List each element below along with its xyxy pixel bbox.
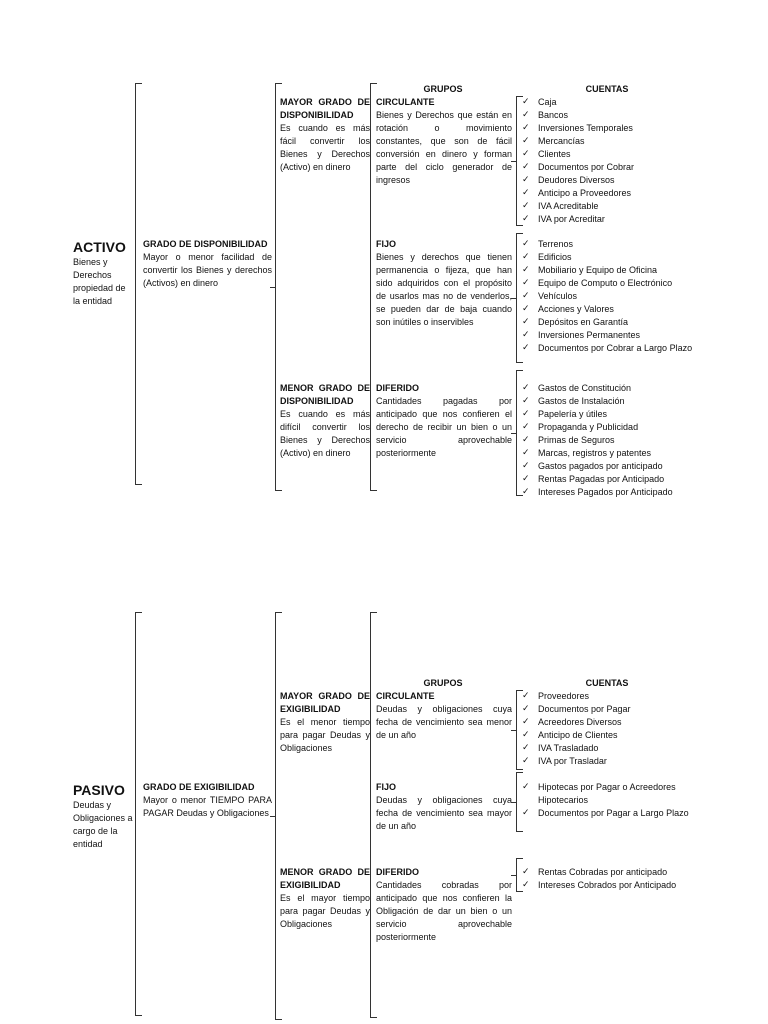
- pasivo-circulante-title: CIRCULANTE: [376, 691, 435, 701]
- cuenta-item: ✓ Gastos pagados por anticipado: [522, 460, 697, 473]
- cuenta-item: ✓ Primas de Seguros: [522, 434, 697, 447]
- activo-menor-title: MENOR GRADO DE DISPONIBILIDAD: [280, 383, 370, 406]
- activo-grado-text: Mayor o menor facilidad de convertir los Bienes y derechos (Activos) en dinero: [143, 252, 272, 288]
- cuenta-item: ✓ Acciones y Valores: [522, 303, 697, 316]
- cuenta-item: ✓ Marcas, registros y patentes: [522, 447, 697, 460]
- cuenta-item: ✓ Edificios: [522, 251, 697, 264]
- cuenta-item: ✓ Acreedores Diversos: [522, 716, 697, 729]
- pasivo-fijo-cuentas: [522, 781, 707, 820]
- pasivo-heading: [73, 781, 135, 851]
- pasivo-subtitle: Deudas y Obligaciones a cargo de la entidad: [73, 800, 133, 849]
- activo-grado: [143, 238, 272, 290]
- cuenta-item: ✓ IVA por Trasladar: [522, 755, 697, 768]
- cuenta-item: ✓ Clientes: [522, 148, 697, 161]
- activo-header-grupos: GRUPOS: [423, 84, 463, 94]
- pasivo-fijo-text: Deudas y obligaciones cuya fecha de vencimiento sea mayor de un año: [376, 795, 512, 831]
- cuenta-item: ✓ Intereses Cobrados por Anticipado: [522, 879, 707, 892]
- pasivo-grado-text: Mayor o menor TIEMPO PARA PAGAR Deudas y Obligaciones: [143, 795, 272, 818]
- pasivo-mayor: [280, 690, 370, 755]
- cuenta-item: ✓ Rentas Cobradas por anticipado: [522, 866, 707, 879]
- activo-fijo-title: FIJO: [376, 239, 397, 249]
- pasivo-menor-text: Es el mayor tiempo para pagar Deudas y Obligaciones: [280, 893, 370, 929]
- pasivo-brace-grado: [275, 612, 282, 1020]
- cuenta-item: ✓ Inversiones Permanentes: [522, 329, 697, 342]
- cuenta-item: ✓ Proveedores: [522, 690, 697, 703]
- activo-diferido-title: DIFERIDO: [376, 383, 420, 393]
- activo-diferido-text: Cantidades pagadas por anticipado que nos confieren el derecho de recibir un bien o un servicio aprovechable posteriormente: [376, 396, 512, 458]
- cuenta-item: ✓ Mercancías: [522, 135, 697, 148]
- pasivo-grado: [143, 781, 272, 820]
- activo-header-cuentas: CUENTAS: [585, 84, 629, 94]
- activo-heading: [73, 238, 135, 308]
- activo-diferido-cuentas: [522, 382, 697, 499]
- cuenta-item: ✓ Documentos por Cobrar a Largo Plazo: [522, 342, 697, 355]
- cuenta-item: ✓ Gastos de Instalación: [522, 395, 697, 408]
- cuenta-item: ✓ Anticipo a Proveedores: [522, 187, 697, 200]
- pasivo-circulante-text: Deudas y obligaciones cuya fecha de vencimiento sea menor de un año: [376, 704, 512, 740]
- activo-circulante-cuentas: [522, 96, 697, 226]
- cuenta-item: ✓ Propaganda y Publicidad: [522, 421, 697, 434]
- pasivo-brace-main: [135, 612, 142, 1016]
- activo-mayor: [280, 96, 370, 174]
- cuenta-item: ✓ Vehículos: [522, 290, 697, 303]
- pasivo-menor: [280, 866, 370, 931]
- cuenta-item: ✓ Gastos de Constitución: [522, 382, 697, 395]
- pasivo-grado-title: GRADO DE EXIGIBILIDAD: [143, 782, 255, 792]
- pasivo-mayor-title: MAYOR GRADO DE EXIGIBILIDAD: [280, 691, 370, 714]
- activo-circulante-title: CIRCULANTE: [376, 97, 435, 107]
- cuenta-item: ✓ Documentos por Pagar: [522, 703, 697, 716]
- cuenta-item: ✓ Hipotecas por Pagar o Acreedores Hipotecarios: [522, 781, 707, 807]
- cuenta-item: ✓ Depósitos en Garantía: [522, 316, 697, 329]
- pasivo-diferido: [376, 866, 512, 944]
- activo-circulante: [376, 96, 512, 187]
- cuenta-item: ✓ Anticipo de Clientes: [522, 729, 697, 742]
- cuenta-item: ✓ IVA Acreditable: [522, 200, 697, 213]
- pasivo-mayor-text: Es el menor tiempo para pagar Deudas y Obligaciones: [280, 717, 370, 753]
- cuenta-item: ✓ Mobiliario y Equipo de Oficina: [522, 264, 697, 277]
- pasivo-fijo-title: FIJO: [376, 782, 397, 792]
- activo-diferido: [376, 382, 512, 460]
- cuenta-item: ✓ Caja: [522, 96, 697, 109]
- activo-fijo-text: Bienes y derechos que tienen permanencia o fijeza, que han sido adquiridos con el propósito de usarlos mas no de venderlos, se pueden dar de baja cuando son inútiles o inservibles: [376, 252, 512, 327]
- activo-title: ACTIVO: [73, 239, 126, 255]
- pasivo-diferido-text: Cantidades cobradas por anticipado que nos confieren la Obligación de dar un bien o un servicio aprovechable posteriormente: [376, 880, 512, 942]
- pasivo-header-cuentas: CUENTAS: [585, 678, 629, 688]
- cuenta-item: ✓ Equipo de Computo o Electrónico: [522, 277, 697, 290]
- cuenta-item: ✓ IVA por Acreditar: [522, 213, 697, 226]
- activo-mayor-title: MAYOR GRADO DE DISPONIBILIDAD: [280, 97, 370, 120]
- pasivo-menor-title: MENOR GRADO DE EXIGIBILIDAD: [280, 867, 370, 890]
- cuenta-item: ✓ Intereses Pagados por Anticipado: [522, 486, 697, 499]
- cuenta-item: ✓ Documentos por Cobrar: [522, 161, 697, 174]
- activo-brace-main: [135, 83, 142, 485]
- pasivo-title: PASIVO: [73, 782, 125, 798]
- pasivo-circulante: [376, 690, 512, 742]
- pasivo-diferido-cuentas: [522, 866, 707, 892]
- cuenta-item: ✓ Deudores Diversos: [522, 174, 697, 187]
- pasivo-diferido-title: DIFERIDO: [376, 867, 420, 877]
- cuenta-item: ✓ Documentos por Pagar a Largo Plazo: [522, 807, 707, 820]
- activo-fijo-cuentas: [522, 238, 697, 355]
- pasivo-circulante-cuentas: [522, 690, 697, 768]
- activo-circulante-text: Bienes y Derechos que están en rotación o movimiento constantes, que son de fácil conversión en dinero y forman parte del ciclo generador de ingresos: [376, 110, 512, 185]
- pasivo-header-grupos: GRUPOS: [423, 678, 463, 688]
- activo-menor-text: Es cuando es más difícil convertir los Bienes y Derechos (Activo) en dinero: [280, 409, 370, 458]
- activo-mayor-text: Es cuando es más fácil convertir los Bienes y Derechos (Activo) en dinero: [280, 123, 370, 172]
- activo-subtitle: Bienes y Derechos propiedad de la entidad: [73, 257, 126, 306]
- pasivo-fijo: [376, 781, 512, 833]
- cuenta-item: ✓ Papelería y útiles: [522, 408, 697, 421]
- cuenta-item: ✓ Rentas Pagadas por Anticipado: [522, 473, 697, 486]
- activo-fijo: [376, 238, 512, 329]
- cuenta-item: ✓ Inversiones Temporales: [522, 122, 697, 135]
- cuenta-item: ✓ Terrenos: [522, 238, 697, 251]
- activo-menor: [280, 382, 370, 460]
- cuenta-item: ✓ IVA Trasladado: [522, 742, 697, 755]
- activo-grado-title: GRADO DE DISPONIBILIDAD: [143, 239, 268, 249]
- cuenta-item: ✓ Bancos: [522, 109, 697, 122]
